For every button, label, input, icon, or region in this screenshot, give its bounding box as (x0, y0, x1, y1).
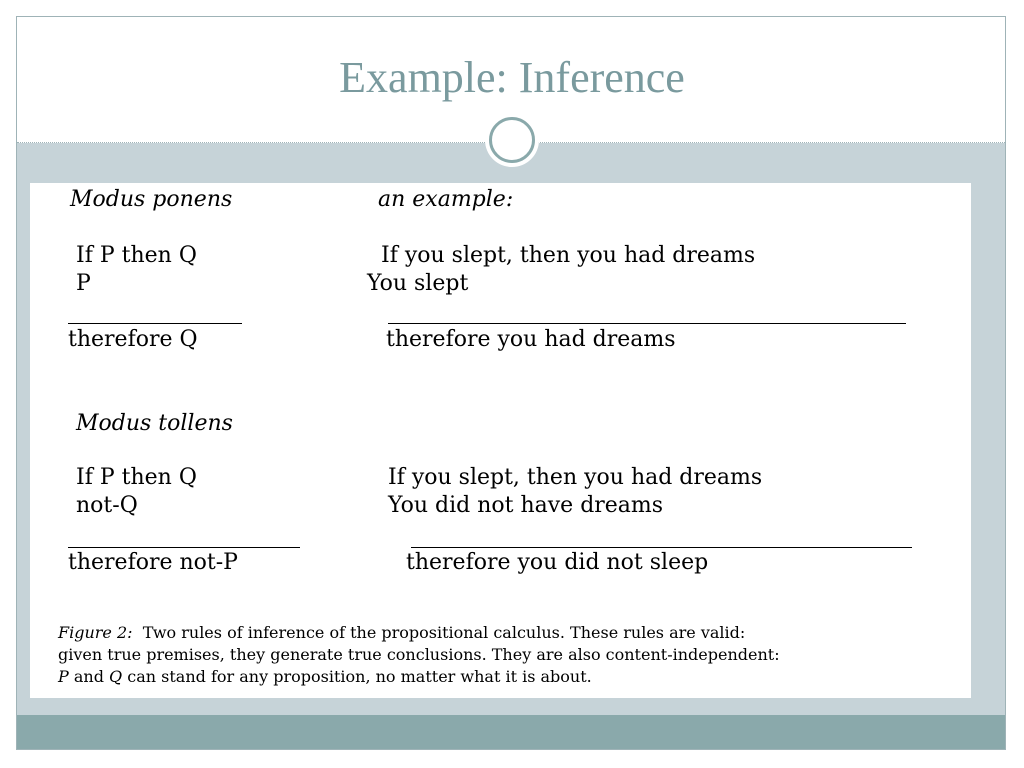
mp-rule-right (388, 323, 906, 324)
mt-premise-2: not-Q (76, 493, 138, 518)
mp-example-conclusion: therefore you had dreams (386, 327, 676, 352)
caption-line-2: given true premises, they generate true conclusions. They are also content-independent: (58, 645, 780, 664)
caption-line-1 (58, 622, 968, 644)
caption-line-3 (58, 666, 968, 688)
mt-rule-right (411, 547, 912, 548)
mt-example-conclusion: therefore you did not sleep (406, 550, 709, 575)
example-heading: an example: (378, 187, 514, 212)
mt-conclusion: therefore not-P (68, 550, 238, 575)
caption-var-p: P (58, 667, 69, 686)
mt-premise-1: If P then Q (76, 465, 197, 490)
mp-example-premise-2: You slept (367, 271, 469, 296)
slide-title: Example: Inference (339, 53, 685, 102)
mt-rule-left (68, 547, 300, 548)
mt-example-premise-2: You did not have dreams (388, 493, 664, 518)
mp-premise-1: If P then Q (76, 243, 197, 268)
caption-and: and (73, 667, 104, 686)
modus-tollens-heading: Modus tollens (76, 411, 233, 436)
caption-text-3: can stand for any proposition, no matter what it is about. (127, 667, 592, 686)
mp-rule-left (68, 323, 242, 324)
circle-ornament-icon (489, 117, 535, 163)
mp-example-premise-1: If you slept, then you had dreams (381, 243, 756, 268)
mp-conclusion: therefore Q (68, 327, 198, 352)
caption-var-q: Q (109, 667, 123, 686)
caption-label: Figure 2: (58, 623, 133, 642)
modus-ponens-heading: Modus ponens (70, 187, 233, 212)
mp-premise-2: P (76, 271, 91, 296)
caption-text-1: Two rules of inference of the propositional calculus. These rules are valid: (142, 623, 746, 642)
footer-bar (17, 715, 1005, 749)
mt-example-premise-1: If you slept, then you had dreams (388, 465, 763, 490)
figure-caption (58, 622, 968, 688)
